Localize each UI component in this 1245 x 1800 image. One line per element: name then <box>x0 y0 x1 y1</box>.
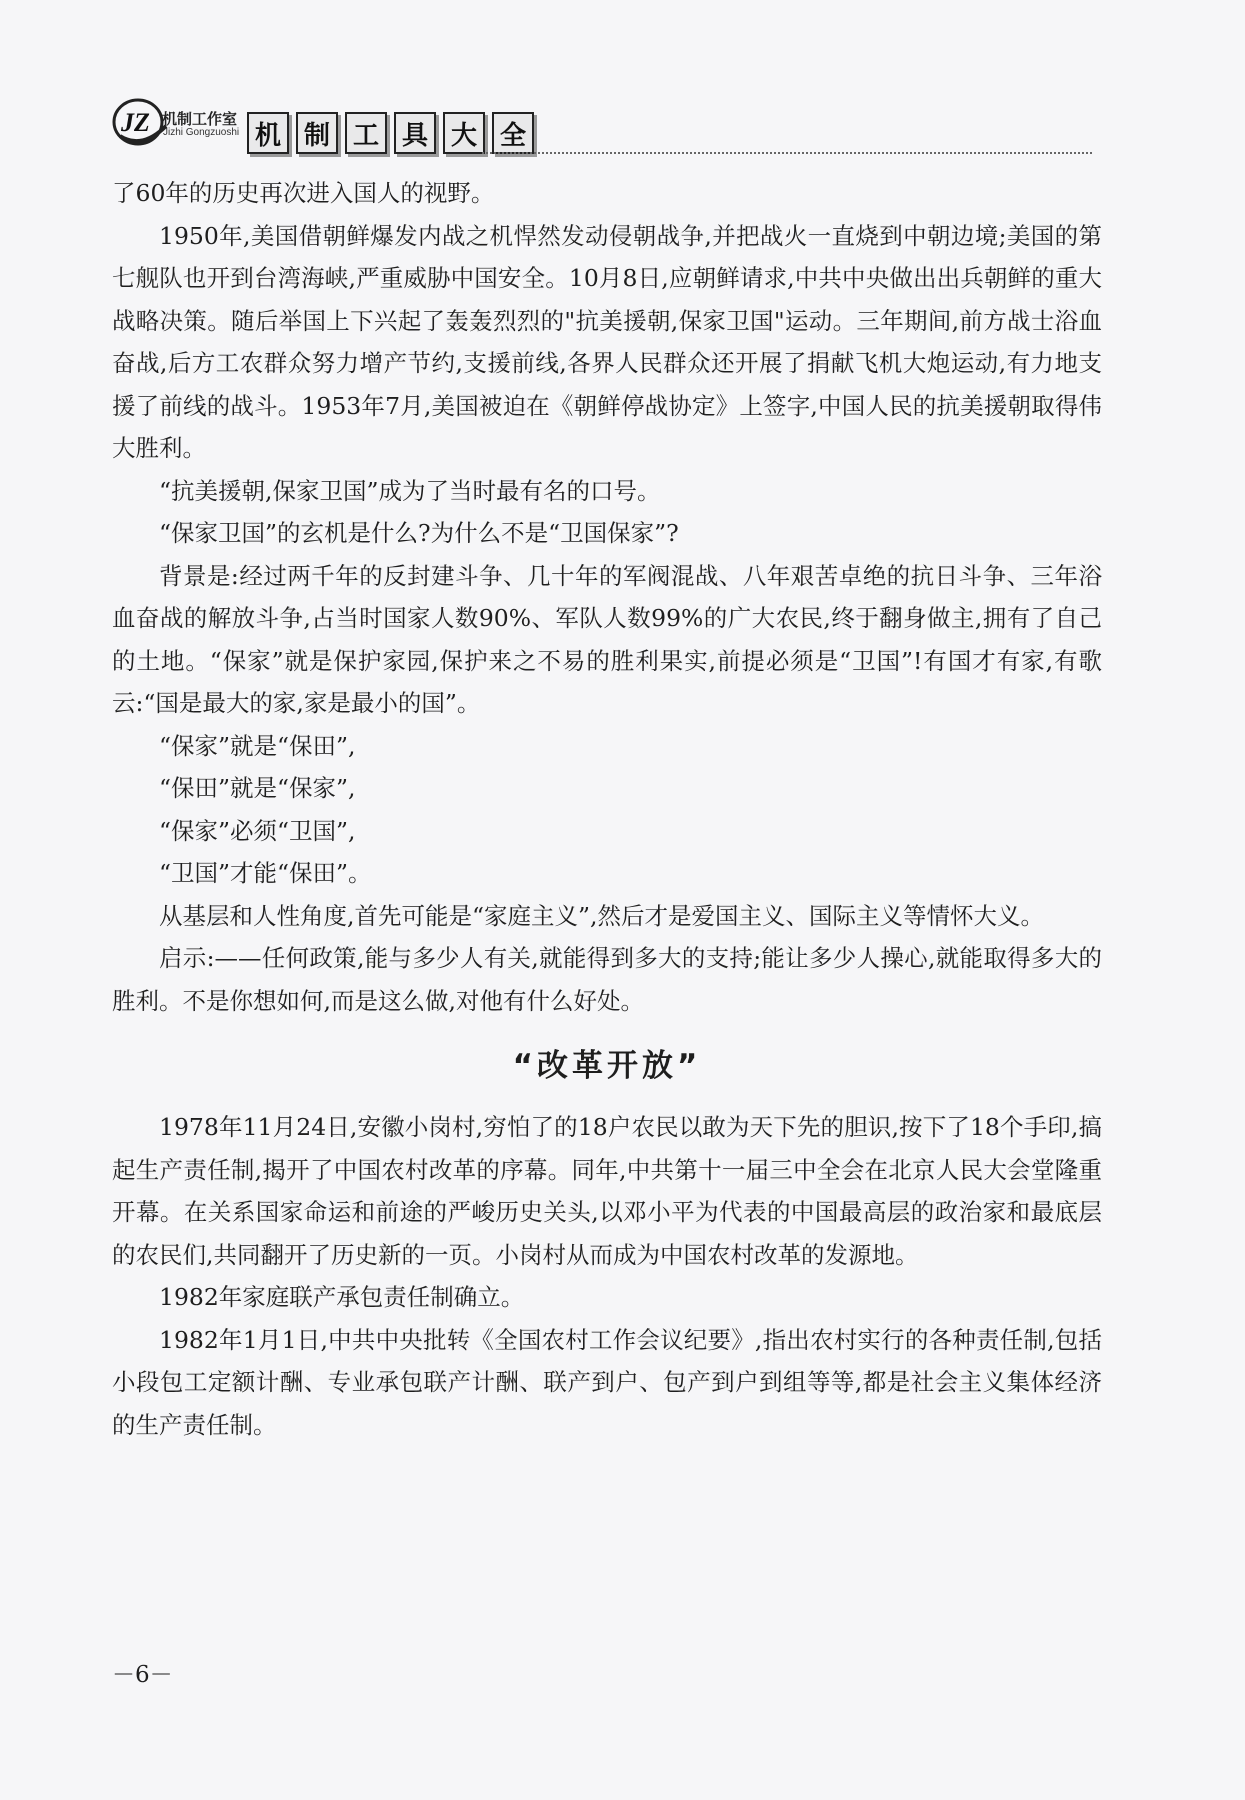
book-title-char: 全 <box>492 112 534 154</box>
publisher-logo <box>112 92 242 152</box>
section-heading: “改革开放” <box>512 1048 702 1084</box>
paragraph: 1982年家庭联产承包责任制确立。 <box>159 1283 525 1311</box>
book-title-char: 大 <box>443 112 485 154</box>
verse-line: “保田”就是“保家”, <box>159 774 356 802</box>
book-title-char: 机 <box>247 112 289 154</box>
book-title-char: 工 <box>345 112 387 154</box>
logo-english-name: Jizhi Gongzuoshi <box>163 127 240 138</box>
logo-mark: JZ <box>121 108 150 137</box>
paragraph: 1950年,美国借朝鲜爆发内战之机悍然发动侵朝战争,并把战火一直烧到中朝边境;美国的第七舰队也开到台湾海峡,严重威胁中国安全。10月8日,应朝鲜请求,中共中央做出出兵朝鲜的重大战略决策。随后举国上下兴起了轰轰烈烈的"抗美援朝,保家卫国"运动。三年期间,前方战士浴血奋战,后方工农群众努力增产节约,支援前线,各界人民群众还开展了捐献飞机大炮运动,有力地支援了前线的战斗。1953年7月,美国被迫在《朝鲜停战协定》上签字,中国人民的抗美援朝取得伟大胜利。 <box>112 221 1102 462</box>
paragraph: 1982年1月1日,中共中央批转《全国农村工作会议纪要》,指出农村实行的各种责任制,包括小段包工定额计酬、专业承包联产计酬、联产到户、包产到户到组等等,都是社会主义集体经济的生产责任制。 <box>112 1325 1102 1439</box>
book-title <box>247 112 534 154</box>
page-header <box>112 92 1102 162</box>
paragraph: “保家卫国”的玄机是什么?为什么不是“卫国保家”? <box>159 519 679 547</box>
verse-line: “保家”必须“卫国”, <box>159 816 356 845</box>
paragraph: 1978年11月24日,安徽小岗村,穷怕了的18户农民以敢为天下先的胆识,按下了18个手印,搞起生产责任制,揭开了中国农村改革的序幕。同年,中共第十一届三中全会在北京人民大会堂隆重开幕。在关系国家命运和前途的严峻历史关头,以邓小平为代表的中国最高层的政治家和最底层的农民们,共同翻开了历史新的一页。小岗村从而成为中国农村改革的发源地。 <box>112 1113 1102 1269</box>
verse-line: “卫国”才能“保田”。 <box>159 859 372 887</box>
verse-line: “保家”就是“保田”, <box>159 731 356 760</box>
book-title-char: 制 <box>296 112 338 154</box>
page-body <box>112 172 1102 1446</box>
header-divider <box>482 152 1092 154</box>
paragraph: 了60年的历史再次进入国人的视野。 <box>112 179 495 207</box>
book-title-char: 具 <box>394 112 436 154</box>
paragraph: “抗美援朝,保家卫国”成为了当时最有名的口号。 <box>159 476 661 505</box>
page-number: －6－ <box>112 1662 173 1688</box>
paragraph: 从基层和人性角度,首先可能是“家庭主义”,然后才是爱国主义、国际主义等情怀大义。 <box>159 901 1044 930</box>
insight-paragraph: 启示:——任何政策,能与多少人有关,就能得到多大的支持;能让多少人操心,就能取得多大的胜利。不是你想如何,而是这么做,对他有什么好处。 <box>112 944 1102 1015</box>
logo-chinese-name: 机制工作室 <box>162 110 238 128</box>
paragraph: 背景是:经过两千年的反封建斗争、几十年的军阀混战、八年艰苦卓绝的抗日斗争、三年浴血奋战的解放斗争,占当时国家人数90%、军队人数99%的广大农民,终于翻身做主,拥有了自己的土地。“保家”就是保护家园,保护来之不易的胜利果实,前提必须是“卫国”!有国才有家,有歌云:“国是最大的家,家是最小的国”。 <box>112 561 1102 717</box>
